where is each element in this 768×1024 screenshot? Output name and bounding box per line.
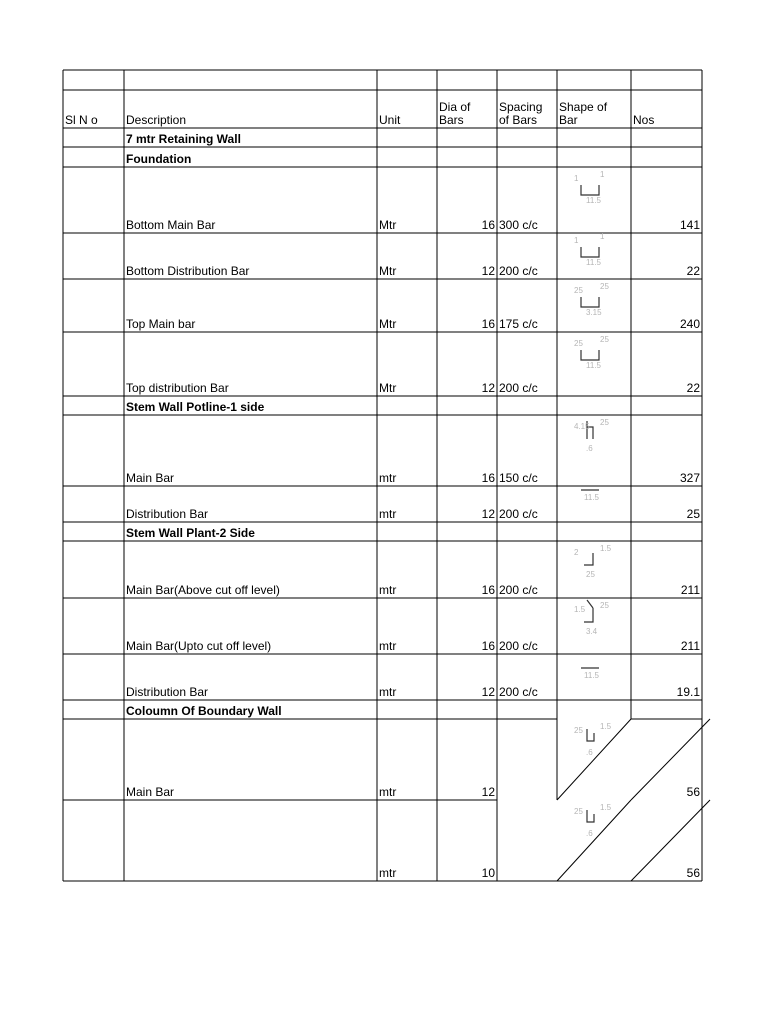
item-spacing: 175 c/c	[499, 317, 538, 331]
item-dia: 16	[481, 583, 495, 597]
item-spacing: 200 c/c	[499, 507, 538, 521]
diagonal-strike	[557, 719, 631, 800]
item-description: Main Bar(Upto cut off level)	[126, 639, 272, 653]
item-nos: 56	[686, 785, 700, 799]
straight-bar-icon	[581, 668, 600, 680]
item-description	[124, 800, 377, 881]
shape-dimension-label: 3.4	[586, 627, 598, 636]
item-description: Bottom Main Bar	[126, 218, 216, 232]
u-bar-icon	[574, 282, 609, 317]
item-nos: 327	[679, 471, 700, 485]
item-spacing: 200 c/c	[499, 685, 538, 699]
item-dia: 12	[481, 507, 495, 521]
item-description: Distribution Bar	[126, 685, 209, 699]
item-spacing: 300 c/c	[499, 218, 538, 232]
item-spacing: 150 c/c	[499, 471, 538, 485]
item-unit: mtr	[379, 583, 397, 597]
u-bar-icon	[574, 232, 605, 267]
item-unit: mtr	[379, 685, 397, 699]
straight-bar-icon	[581, 490, 600, 502]
item-dia: 16	[481, 218, 495, 232]
shape-dimension-label: 25	[574, 286, 583, 295]
shape-dimension-label: 25	[574, 807, 583, 816]
crank-bar-icon	[574, 600, 609, 636]
header-description: Description	[126, 113, 187, 127]
section-header: Stem Wall Potline-1 side	[126, 400, 265, 414]
item-nos: 56	[686, 866, 700, 880]
header-sl-no: Sl N o	[65, 113, 98, 127]
item-description: Top distribution Bar	[126, 381, 229, 395]
shape-dimension-label: 25	[600, 335, 609, 344]
shape-dimension-label: 4.15	[574, 422, 590, 431]
column-bar-icon	[574, 722, 612, 757]
item-description: Bottom Distribution Bar	[126, 264, 250, 278]
item-nos: 19.1	[676, 685, 700, 699]
shape-dimension-label: 11.5	[584, 671, 599, 680]
section-header: Foundation	[126, 152, 192, 166]
item-nos: 240	[679, 317, 700, 331]
shape-dimension-label: 1	[600, 170, 605, 179]
header-dia: Dia of Bars	[439, 100, 471, 127]
shape-dimension-label: 25	[600, 601, 609, 610]
section-header: Coloumn Of Boundary Wall	[126, 704, 282, 718]
item-dia: 12	[481, 264, 495, 278]
shape-dimension-label: .6	[586, 748, 593, 757]
item-dia: 16	[481, 317, 495, 331]
item-description: Main Bar	[126, 471, 175, 485]
shape-dimension-label: 11.5	[586, 361, 601, 370]
shape-dimension-label: 25	[574, 726, 583, 735]
shape-dimension-label: 1.5	[600, 722, 612, 731]
shape-dimension-label: 2	[574, 548, 579, 557]
item-description: Distribution Bar	[126, 507, 209, 521]
item-unit: Mtr	[379, 381, 397, 395]
shape-dimension-label: 1.5	[600, 544, 612, 553]
item-unit: Mtr	[379, 264, 397, 278]
item-dia: 10	[481, 866, 495, 880]
item-dia: 12	[481, 785, 495, 799]
shape-dimension-label: .6	[586, 829, 593, 838]
u-bar-icon	[574, 170, 605, 205]
item-description: Top Main bar	[126, 317, 196, 331]
item-nos: 22	[686, 381, 700, 395]
hook-bar-icon	[574, 544, 612, 579]
shape-dimension-label: 1	[574, 174, 579, 183]
shape-dimension-label: 1.5	[574, 605, 586, 614]
item-description: Main Bar(Above cut off level)	[126, 583, 280, 597]
column-bar-icon	[574, 803, 612, 838]
item-nos: 22	[686, 264, 700, 278]
header-nos: Nos	[633, 113, 655, 127]
header-unit: Unit	[379, 113, 401, 127]
section-header: Stem Wall Plant-2 Side	[126, 526, 255, 540]
shape-dimension-label: 25	[586, 570, 595, 579]
shape-dimension-label: .6	[586, 444, 593, 453]
item-dia: 16	[481, 639, 495, 653]
item-unit: Mtr	[379, 218, 397, 232]
header-spacing: Spacing of Bars	[499, 100, 543, 127]
table-title-row: 7 mtr Retaining Wall	[126, 132, 241, 146]
u-bar-icon	[574, 335, 609, 370]
item-spacing: 200 c/c	[499, 639, 538, 653]
item-nos: 211	[680, 583, 700, 597]
item-spacing: 200 c/c	[499, 583, 538, 597]
l-bar-icon	[574, 418, 609, 453]
item-dia: 12	[481, 381, 495, 395]
item-dia: 16	[481, 471, 495, 485]
item-unit: mtr	[379, 507, 397, 521]
shape-dimension-label: 25	[600, 418, 609, 427]
item-unit: mtr	[379, 471, 397, 485]
shape-dimension-label: 11.5	[586, 258, 601, 267]
item-nos: 25	[686, 507, 700, 521]
shape-dimension-label: 25	[600, 282, 609, 291]
item-spacing	[497, 719, 557, 800]
item-unit: mtr	[379, 866, 397, 880]
shape-dimension-label: 25	[574, 339, 583, 348]
shape-dimension-label: 1	[600, 232, 605, 241]
item-spacing: 200 c/c	[499, 381, 538, 395]
item-spacing: 200 c/c	[499, 264, 538, 278]
shape-dimension-label: 11.5	[586, 196, 601, 205]
item-dia: 12	[481, 685, 495, 699]
item-unit: mtr	[379, 785, 397, 799]
item-spacing	[497, 800, 557, 881]
diagonal-strike	[557, 800, 631, 881]
item-description: Main Bar	[126, 785, 175, 799]
header-shape: Shape of Bar	[559, 100, 608, 127]
item-unit: Mtr	[379, 317, 397, 331]
shape-dimension-label: 1.5	[600, 803, 612, 812]
item-nos: 211	[680, 639, 700, 653]
shape-dimension-label: 3.15	[586, 308, 602, 317]
shape-dimension-label: 1	[574, 236, 579, 245]
item-nos: 141	[679, 218, 700, 232]
item-unit: mtr	[379, 639, 397, 653]
shape-dimension-label: 11.5	[584, 493, 599, 502]
